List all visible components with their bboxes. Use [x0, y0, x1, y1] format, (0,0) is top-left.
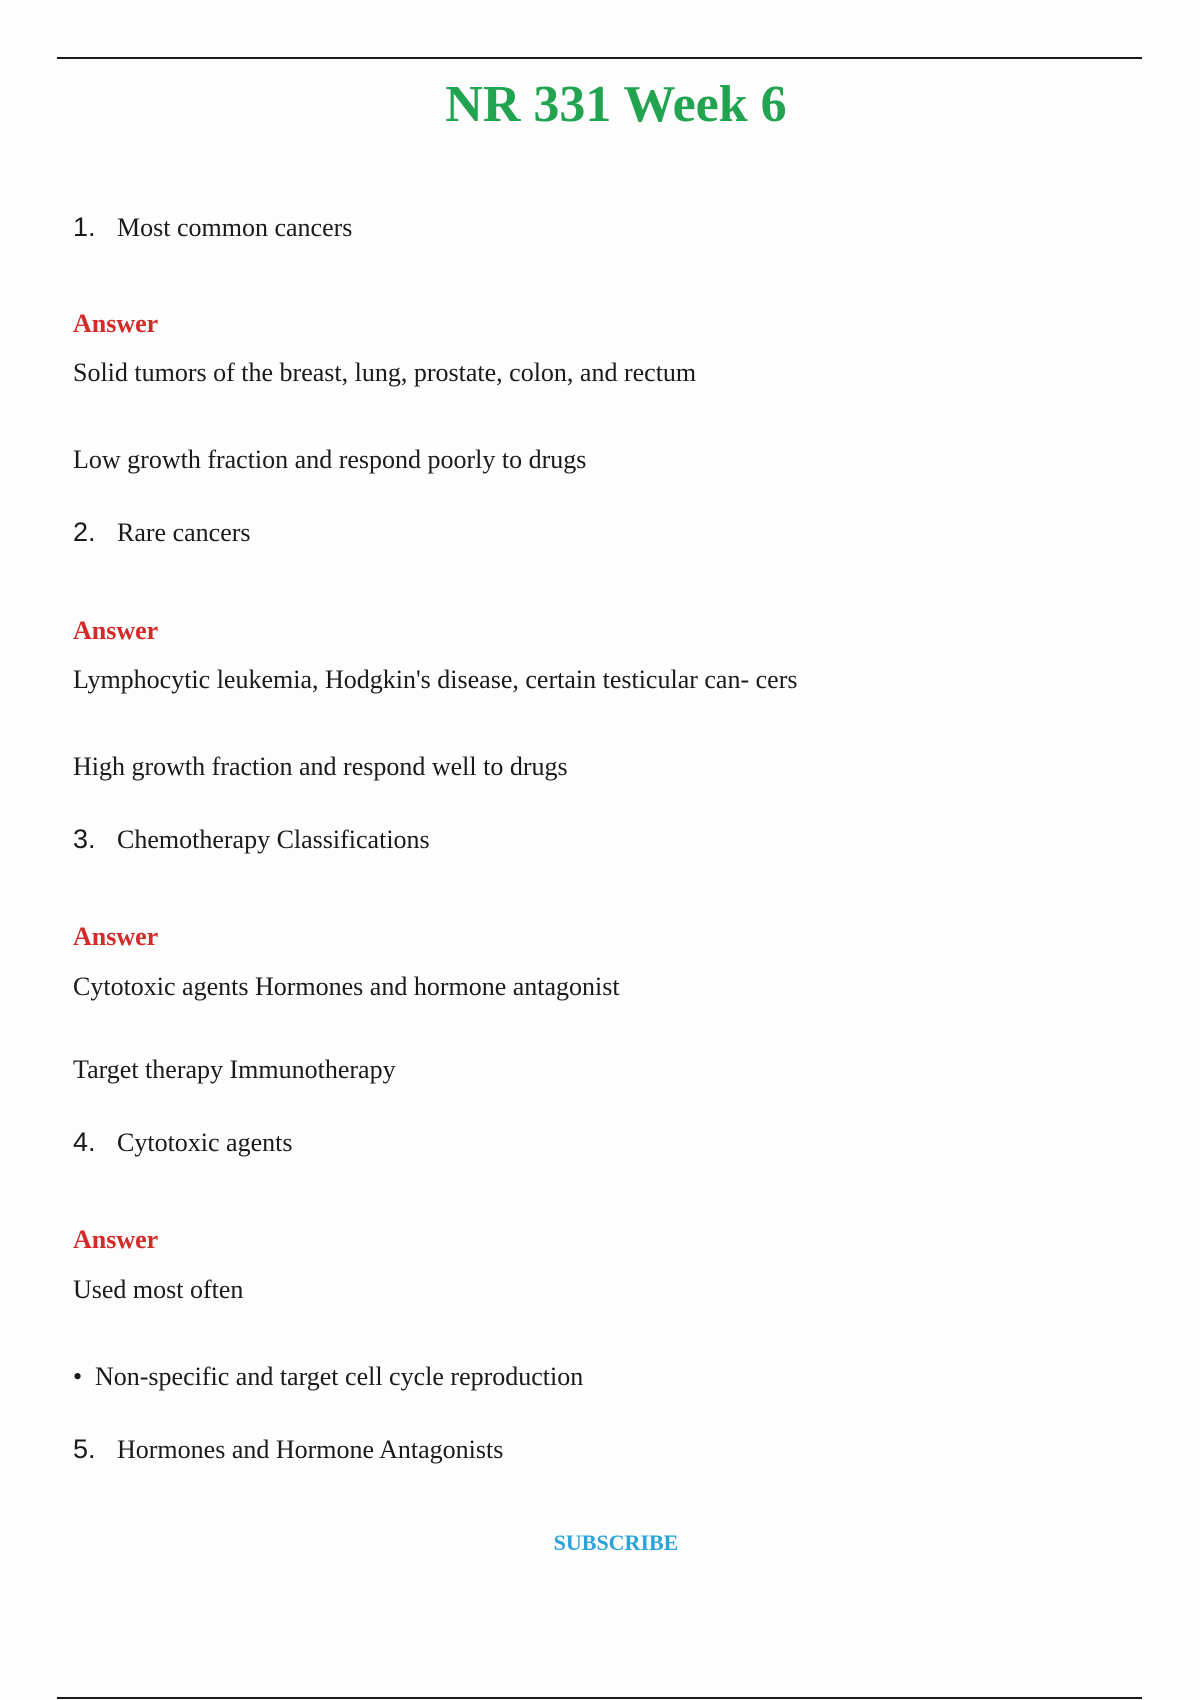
- question-prompt: Rare cancers: [117, 518, 251, 547]
- question-number: 3.: [73, 824, 96, 854]
- answer-1-line-2: Low growth fraction and respond poorly to drugs: [73, 445, 587, 474]
- question-4: [73, 1125, 292, 1160]
- answer-3-line-2: Target therapy Immunotherapy: [73, 1055, 396, 1084]
- question-3: [73, 822, 430, 857]
- question-number: 1.: [73, 212, 96, 242]
- answer-1-line-1: Solid tumors of the breast, lung, prostate, colon, and rectum: [73, 358, 697, 387]
- question-1: [73, 210, 352, 245]
- answer-label-3: Answer: [73, 922, 159, 951]
- answer-label-2: Answer: [73, 616, 159, 645]
- question-2: [73, 515, 251, 550]
- question-number: 4.: [73, 1127, 96, 1157]
- top-rule: [57, 57, 1142, 59]
- answer-4-bullet-item: [73, 1360, 583, 1394]
- bottom-rule: [57, 1697, 1142, 1699]
- answer-4-line-1: Used most often: [73, 1275, 244, 1304]
- answer-label-4: Answer: [73, 1225, 159, 1254]
- question-prompt: Most common cancers: [117, 213, 353, 242]
- question-number: 2.: [73, 517, 96, 547]
- answer-3-line-1: Cytotoxic agents Hormones and hormone antagonist: [73, 972, 620, 1001]
- question-prompt: Cytotoxic agents: [117, 1128, 293, 1157]
- subscribe-link[interactable]: SUBSCRIBE: [553, 1530, 679, 1555]
- question-prompt: Hormones and Hormone Antagonists: [117, 1435, 504, 1464]
- question-5: [73, 1432, 503, 1467]
- document-title: NR 331 Week 6: [445, 76, 787, 133]
- bullet-icon: •: [73, 1362, 83, 1391]
- answer-label-1: Answer: [73, 309, 159, 338]
- answer-2-line-1: Lymphocytic leukemia, Hodgkin's disease, certain testicular can- cers: [73, 665, 798, 694]
- bullet-text: Non-specific and target cell cycle reproduction: [95, 1362, 584, 1391]
- answer-2-line-2: High growth fraction and respond well to drugs: [73, 752, 568, 781]
- question-number: 5.: [73, 1434, 96, 1464]
- question-prompt: Chemotherapy Classifications: [117, 825, 430, 854]
